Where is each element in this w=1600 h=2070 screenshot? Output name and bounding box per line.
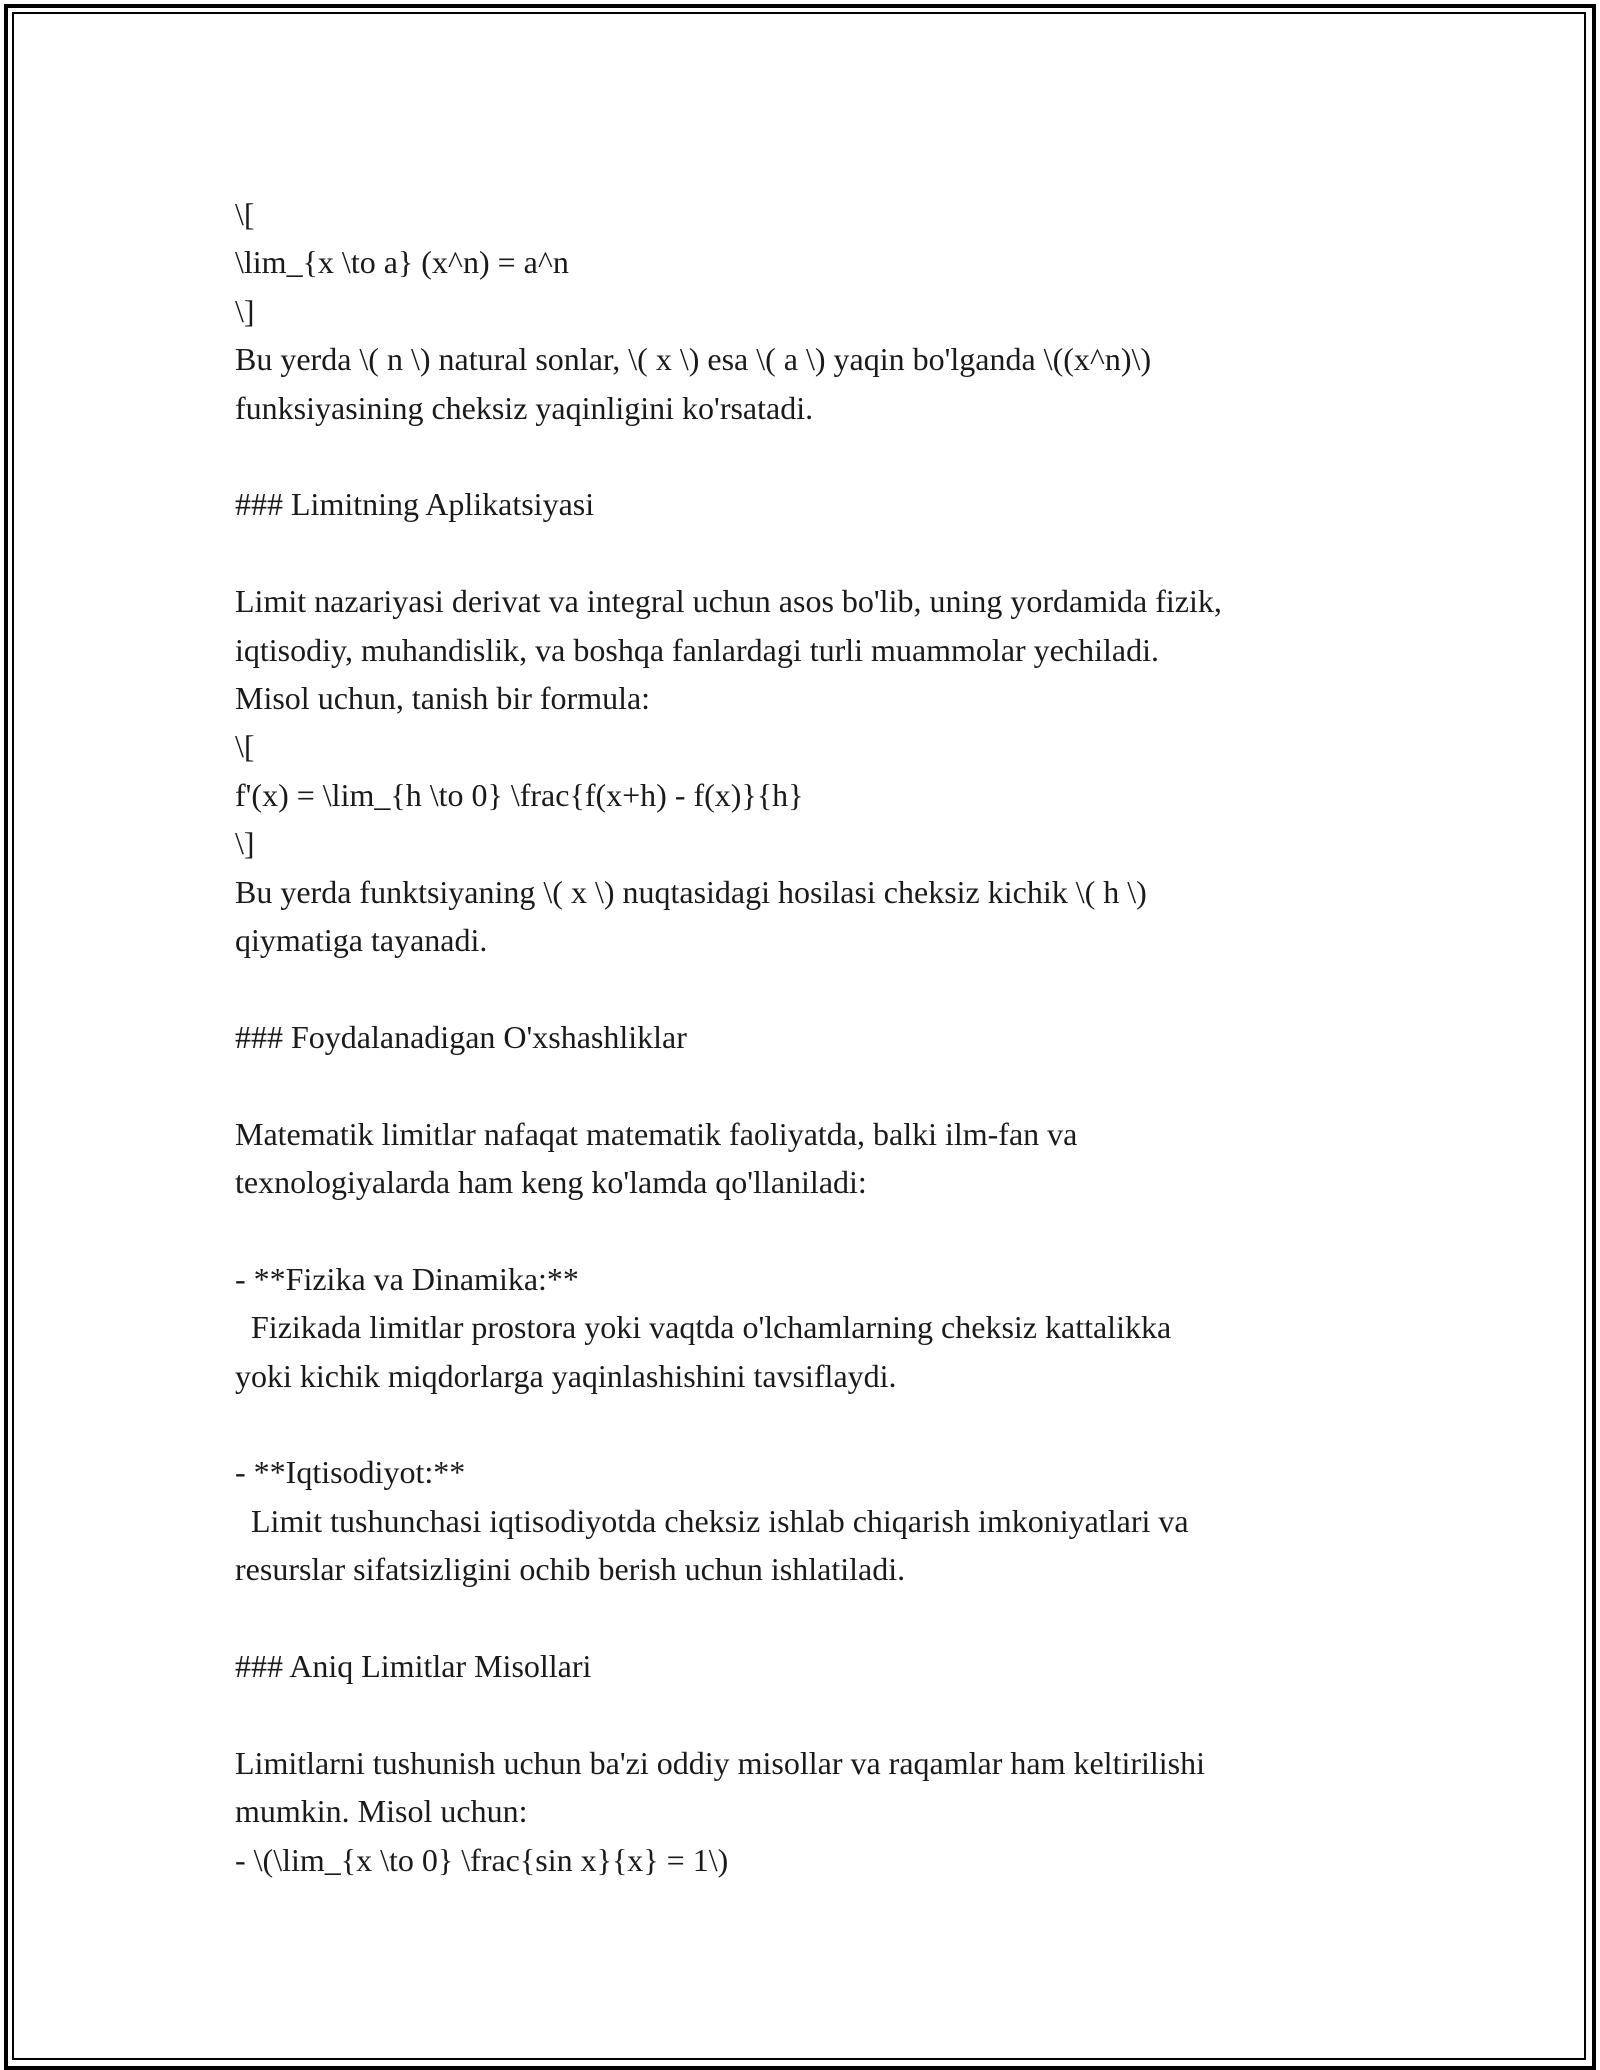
text-line: Matematik limitlar nafaqat matematik faoliyatda, balki ilm-fan va <box>235 1115 1078 1152</box>
text-line: \] <box>235 292 255 329</box>
text-line: Bu yerda \( n \) natural sonlar, \( x \) esa \( a \) yaqin bo'lganda \((x^n)\) <box>235 341 1152 378</box>
text-line: Bu yerda funktsiyaning \( x \) nuqtasidagi hosilasi cheksiz kichik \( h \) <box>235 873 1147 910</box>
section-heading: ### Aniq Limitlar Misollari <box>235 1648 592 1685</box>
section-heading: ### Foydalanadigan O'xshashliklar <box>235 1018 687 1055</box>
text-line: \] <box>235 825 255 862</box>
section-heading: ### Limitning Aplikatsiyasi <box>235 486 595 523</box>
text-line: yoki kichik miqdorlarga yaqinlashishini tavsiflaydi. <box>235 1357 897 1394</box>
blank-line <box>235 1061 1395 1109</box>
blank-line <box>235 529 1395 577</box>
text-line: f'(x) = \lim_{h \to 0} \frac{f(x+h) - f(x)}{h} <box>235 776 804 813</box>
text-line: Limitlarni tushunish uchun ba'zi oddiy misollar va raqamlar ham keltirilishi <box>235 1744 1206 1781</box>
text-line: resurslar sifatsizligini ochib berish uchun ishlatiladi. <box>235 1551 906 1588</box>
text-line: qiymatiga tayanadi. <box>235 922 488 959</box>
blank-line <box>235 1400 1395 1448</box>
list-item: - \(\lim_{x \to 0} \frac{sin x}{x} = 1\) <box>235 1841 729 1878</box>
text-line: Misol uchun, tanish bir formula: <box>235 680 651 717</box>
text-line: mumkin. Misol uchun: <box>235 1793 528 1830</box>
text-line: \lim_{x \to a} (x^n) = a^n <box>235 244 569 281</box>
blank-line <box>235 1690 1395 1738</box>
text-line: Limit nazariyasi derivat va integral uchun asos bo'lib, uning yordamida fizik, <box>235 583 1222 620</box>
text-line: Fizikada limitlar prostora yoki vaqtda o'lchamlarning cheksiz kattalikka <box>235 1309 1172 1346</box>
text-line: \[ <box>235 196 255 232</box>
text-line: texnologiyalarda ham keng ko'lamda qo'llaniladi: <box>235 1164 867 1201</box>
list-item: - **Iqtisodiyot:** <box>235 1454 466 1491</box>
blank-line <box>235 1206 1395 1254</box>
text-line: \[ <box>235 728 255 765</box>
blank-line <box>235 1594 1395 1642</box>
text-line: iqtisodiy, muhandislik, va boshqa fanlardagi turli muammolar yechiladi. <box>235 631 1159 668</box>
document-body <box>235 190 1395 1884</box>
list-item: - **Fizika va Dinamika:** <box>235 1260 579 1297</box>
blank-line <box>235 964 1395 1012</box>
text-line: Limit tushunchasi iqtisodiyotda cheksiz ishlab chiqarish imkoniyatlari va <box>235 1502 1189 1539</box>
blank-line <box>235 432 1395 480</box>
text-line: funksiyasining cheksiz yaqinligini ko'rsatadi. <box>235 389 814 426</box>
